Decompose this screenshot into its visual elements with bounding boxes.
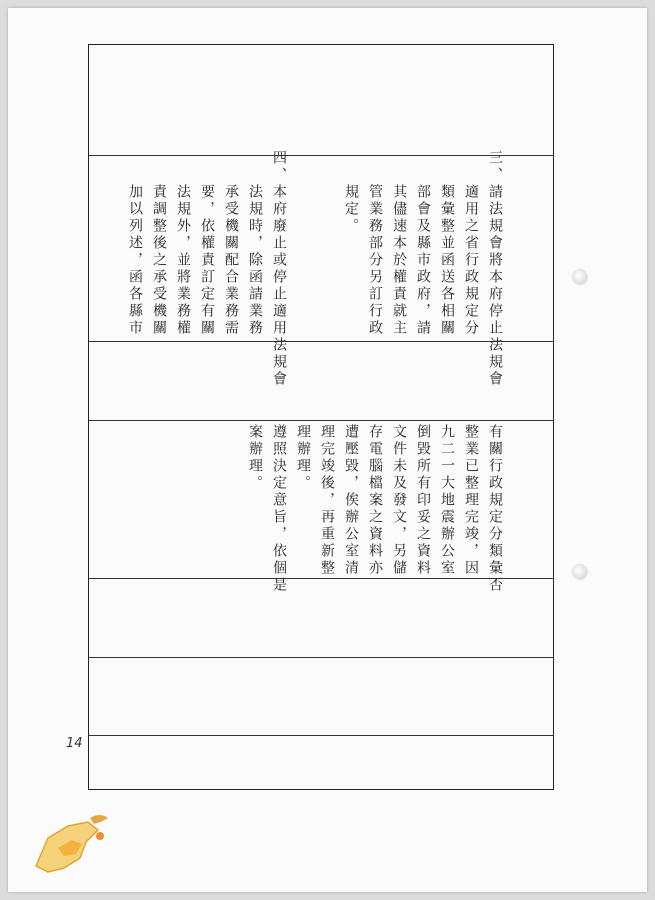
text-column: 其儘速本於權責就主 <box>391 150 407 337</box>
text-column: 九二一大地震辦公室 <box>439 424 455 577</box>
archive-logo-icon <box>28 808 118 880</box>
punch-hole <box>573 270 587 284</box>
text-column: 倒毀所有印妥之資料 <box>415 424 431 577</box>
text-column: 遵照決定意旨，依個是 <box>271 424 287 594</box>
text-column: 承受機關配合業務需 <box>223 150 239 337</box>
text-column: 文件未及發文，另儲 <box>391 424 407 577</box>
text-column: 規定。 <box>343 150 359 235</box>
text-column: 有關行政規定分類彙否 <box>487 424 503 594</box>
punch-hole <box>573 565 587 579</box>
rule-line <box>89 420 553 421</box>
text-column: 適用之省行政規定分 <box>463 150 479 337</box>
document-page <box>8 8 647 892</box>
text-column: 法規外，並將業務權 <box>175 150 191 337</box>
text-column: 部會及縣市政府，請 <box>415 150 431 337</box>
text-column: 理辦理。 <box>295 424 311 492</box>
text-column: 管業務部分另訂行政 <box>367 150 383 337</box>
text-column: 法規時，除函請業務 <box>247 150 263 337</box>
text-column: 遭壓毀，俟辦公室清 <box>343 424 359 577</box>
text-column: 案辦理。 <box>247 424 263 492</box>
text-column: 三、請法規會將本府停止法規會 <box>487 150 503 388</box>
text-column: 四、本府廢止或停止適用法規會 <box>271 150 287 388</box>
rule-line <box>89 657 553 658</box>
text-column: 加以列述，函各縣市 <box>127 150 143 337</box>
text-column: 要，依權責訂定有關 <box>199 150 215 337</box>
rule-line <box>89 735 553 736</box>
page-number: 14 <box>66 736 83 751</box>
rule-line <box>89 578 553 579</box>
rule-line <box>89 341 553 342</box>
text-column: 整業已整理完竣，因 <box>463 424 479 577</box>
text-column: 存電腦檔案之資料亦 <box>367 424 383 577</box>
text-column: 責調整後之承受機關 <box>151 150 167 337</box>
text-column: 類彙整並函送各相關 <box>439 150 455 337</box>
text-column: 理完竣後，再重新整 <box>319 424 335 577</box>
